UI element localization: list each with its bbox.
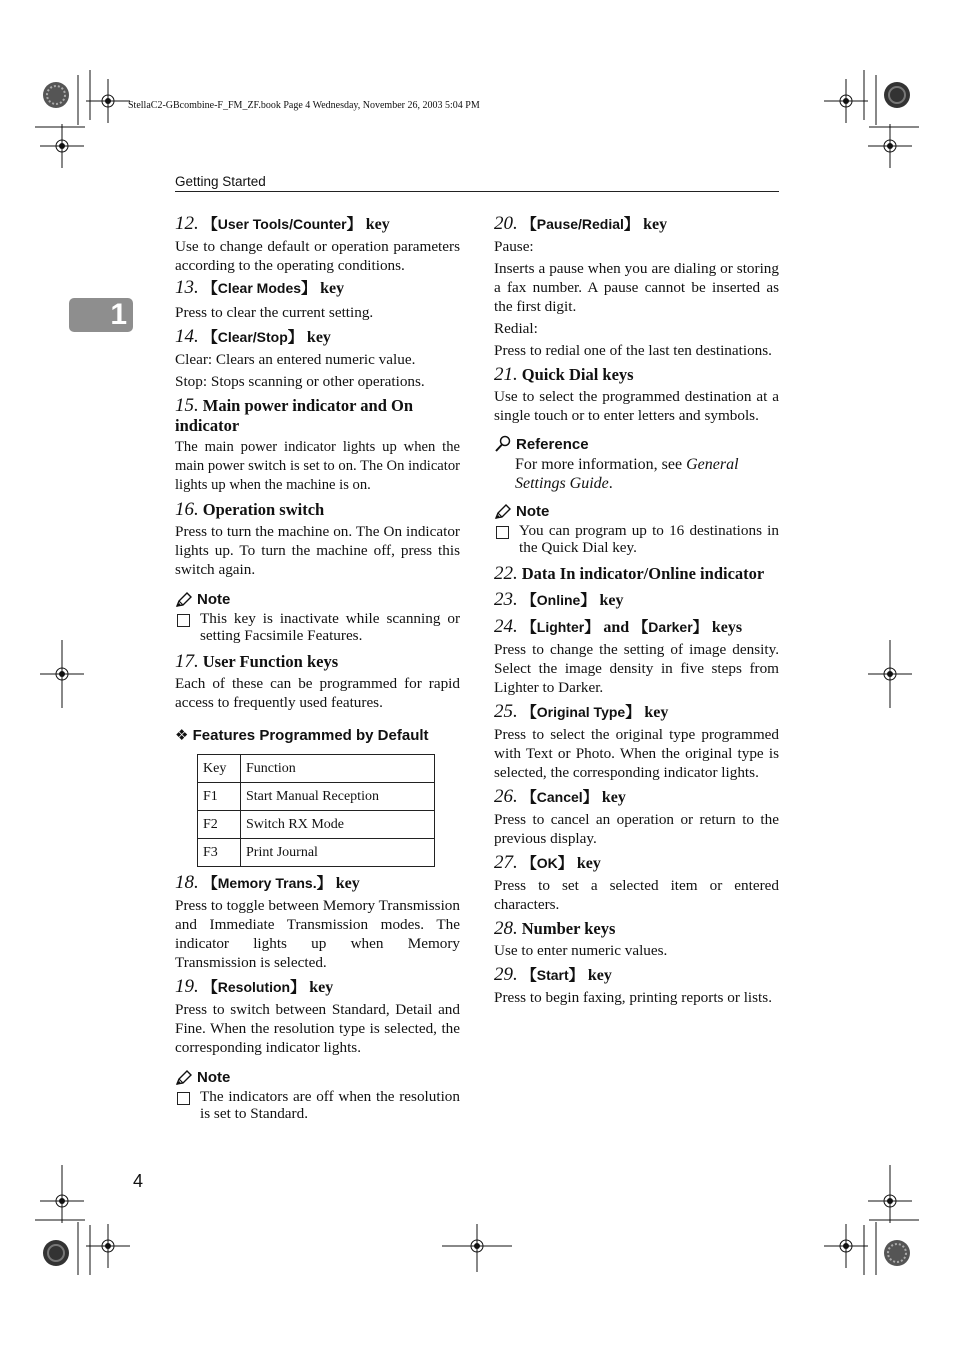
item-25: 25. 【Original Type】 key Press to select the original type programmed with Text or Photo. When the original type is selected, the corresponding indicator lights. [494,701,779,781]
features-table [197,754,435,867]
item-body: Stop: Stops scanning or other operations. [175,373,425,390]
header-rule [175,191,779,192]
item-body: Press to begin faxing, printing reports or lists. [494,989,772,1006]
item-body: Press to cancel an operation or return to the previous display. [494,811,779,847]
right-column [494,214,779,1010]
item-body: Press to switch between Standard, Detail and Fine. When the resolution type is selected, the corresponding indicator lights. [175,1001,460,1056]
item-body: Clear: Clears an entered numeric value. [175,351,416,368]
item-heading: 12. 【User Tools/Counter】 key [175,213,390,234]
item-body: Press to toggle between Memory Transmission and Immediate Transmission modes. The indicator lights up when Memory Transmission is selected. [175,897,460,971]
chapter-tab [69,298,133,332]
magnifier-icon [494,435,512,453]
left-column [175,214,460,1125]
pencil-icon [175,1070,193,1086]
checkbox-bullet-icon [177,1092,190,1105]
features-heading: ❖ Features Programmed by Default [175,727,429,744]
item-17: 17. User Function keys Each of these can be programmed for rapid access to frequently used features. [175,651,460,711]
item-24: 24. 【Lighter】 and 【Darker】 keys Press to change the setting of image density. Select the image density in five steps from Lighter to Darker. [494,616,779,696]
item-14: 14. 【Clear/Stop】 key Clear: Clears an entered numeric value. Stop: Stops scanning or other operations. [175,327,460,391]
item-body: Press to change the setting of image density. Select the image density in five steps from Lighter to Darker. [494,641,779,696]
item-body: Press to clear the current setting. [175,304,374,321]
item-29: 29. 【Start】 key Press to begin faxing, printing reports or lists. [494,965,779,1007]
item-body: Press to set a selected item or entered characters. [494,877,779,913]
chapter-number: 1 [110,298,127,331]
item-21: 21. Quick Dial keys Use to select the programmed destination at a single touch or to enter letters and symbols. [494,364,779,424]
note-heading: Note [494,503,779,520]
running-header: Getting Started [175,174,266,189]
item-body: Pause: [494,238,534,255]
note-item: The indicators are off when the resolution is set to Standard. [175,1088,460,1122]
item-22: 22. Data In indicator/Online indicator [494,563,765,584]
item-27: 27. 【OK】 key Press to set a selected item or entered characters. [494,852,779,913]
item-body: Press to redial one of the last ten destinations. [494,342,772,359]
item-body: Each of these can be programmed for rapid access to frequently used features. [175,675,460,711]
item-15: 15. Main power indicator and On indicator The main power indicator lights up when the main power switch is set to on. The On indicator lights up when the machine is on. [175,395,460,493]
note-heading: Note [175,591,460,608]
checkbox-bullet-icon [177,614,190,627]
note-heading: Note [175,1069,460,1086]
reference-body: For more information, see General Settings Guide. [515,456,739,492]
item-body: Inserts a pause when you are dialing or storing a fax number. A pause cannot be inserted as the first digit. [494,260,779,315]
item-23: 23. 【Online】 key [494,589,624,610]
diamond-bullet-icon: ❖ [175,727,189,744]
item-body: Redial: [494,320,538,337]
page-number: 4 [133,1171,144,1191]
item-18: 18. 【Memory Trans.】 key Press to toggle between Memory Transmission and Immediate Transmission modes. The indicator lights up when Memory Transmission is selected. [175,872,460,971]
pencil-icon [175,592,193,608]
note-item: This key is inactivate while scanning or setting Facsimile Features. [175,610,460,644]
item-26: 26. 【Cancel】 key Press to cancel an operation or return to the previous display. [494,786,779,847]
item-16: 16. Operation switch Press to turn the machine on. The On indicator lights up. To turn the machine off, press this switch again. [175,499,460,578]
checkbox-bullet-icon [496,526,509,539]
note-item: You can program up to 16 destinations in the Quick Dial key. [494,522,779,556]
item-body: Press to select the original type programmed with Text or Photo. When the original type is selected, the corresponding indicator lights. [494,726,779,781]
table-row: F3 Print Journal [198,839,435,867]
print-info: StellaC2-GBcombine-F_FM_ZF.book Page 4 Wednesday, November 26, 2003 5:04 PM [128,100,480,111]
pencil-icon [494,504,512,520]
table-header-row: Key Function [198,755,435,783]
item-20: 20. 【Pause/Redial】 key Pause: Inserts a pause when you are dialing or storing a fax number. A pause cannot be inserted as the first digit. Redial: Press to redial one of the last ten destinations. [494,213,779,359]
table-row: F1 Start Manual Reception [198,783,435,811]
item-body: Use to select the programmed destination at a single touch or to enter letters and symbols. [494,388,779,424]
item-28: 28. Number keys Use to enter numeric values. [494,919,779,960]
reference-heading: Reference [494,435,779,453]
item-body: Press to turn the machine on. The On indicator lights up. To turn the machine off, press this switch again. [175,523,460,578]
item-19: 19. 【Resolution】 key Press to switch between Standard, Detail and Fine. When the resolution type is selected, the corresponding indicator lights. [175,976,460,1056]
item-body: The main power indicator lights up when the main power switch is set to on. The On indicator lights up when the machine is on. [175,439,460,493]
item-12 [175,214,460,275]
item-body: Use to change default or operation parameters according to the operating conditions. [175,238,460,274]
item-body: Use to enter numeric values. [494,942,668,959]
table-row: F2 Switch RX Mode [198,811,435,839]
item-13: 13. 【Clear Modes】 key Press to clear the current setting. [175,278,460,322]
